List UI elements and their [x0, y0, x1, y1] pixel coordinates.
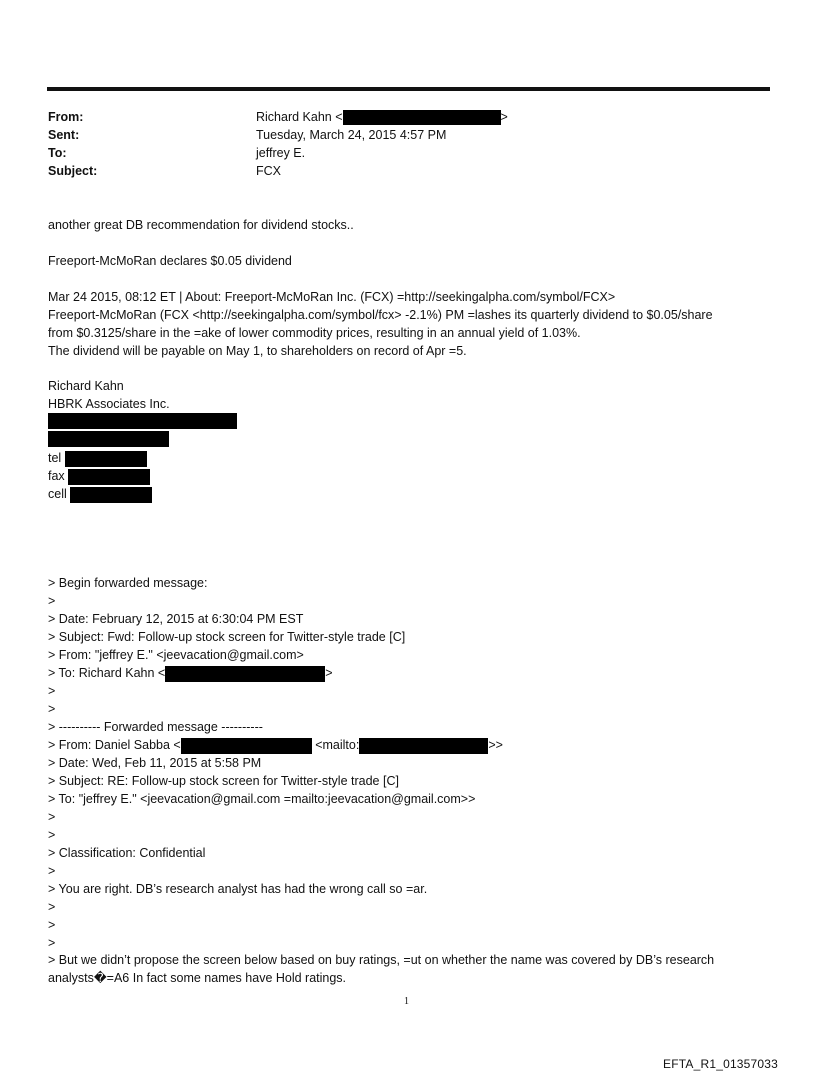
page-number: 1	[404, 996, 409, 1007]
quoted-to-label: > To: Richard Kahn <	[48, 666, 166, 680]
from-name: Richard Kahn <	[256, 110, 343, 124]
from-value	[256, 108, 508, 127]
quoted-line: >	[48, 918, 56, 932]
quoted-line: >	[48, 936, 56, 950]
quoted-line: > Date: February 12, 2015 at 6:30:04 PM EST	[48, 612, 304, 626]
redaction-block	[65, 451, 147, 467]
quoted-line: >	[48, 828, 56, 842]
redaction-block	[343, 110, 501, 125]
subject-label: Subject:	[48, 164, 98, 178]
quoted-line: > Classification: Confidential	[48, 846, 206, 860]
quoted-to-line	[48, 664, 333, 682]
article-line: Freeport-McMoRan (FCX <http://seekingalpha.com/symbol/fcx> -2.1%) PM =lashes its quarterly dividend to $0.05/share	[48, 308, 713, 322]
quoted-line: > Begin forwarded message:	[48, 576, 208, 590]
signature-company: HBRK Associates Inc.	[48, 397, 170, 411]
to-value: jeffrey E.	[256, 146, 306, 160]
signature-cell	[48, 485, 152, 503]
bates-number: EFTA_R1_01357033	[663, 1057, 779, 1071]
fax-label: fax	[48, 469, 65, 483]
quoted-line: > ---------- Forwarded message ----------	[48, 720, 263, 734]
quoted-line: > You are right. DB’s research analyst has had the wrong call so =ar.	[48, 882, 428, 896]
article-line: from $0.3125/share in the =ake of lower commodity prices, resulting in an annual yield of 1.03%.	[48, 326, 581, 340]
from-label: From:	[48, 110, 84, 124]
quoted-line: > Subject: Fwd: Follow-up stock screen for Twitter-style trade [C]	[48, 630, 406, 644]
to-label: To:	[48, 146, 67, 160]
quoted-mailto: <mailto:	[315, 738, 360, 752]
body-headline: Freeport-McMoRan declares $0.05 dividend	[48, 254, 292, 268]
redaction-block	[68, 469, 150, 485]
quoted-from-label: > From: Daniel Sabba <	[48, 738, 181, 752]
header-rule	[47, 87, 770, 91]
quoted-line: >	[48, 594, 56, 608]
subject-value: FCX	[256, 164, 281, 178]
redaction-block	[165, 666, 325, 682]
quoted-line: >	[48, 810, 56, 824]
redaction-block	[48, 431, 169, 447]
article-line: Mar 24 2015, 08:12 ET | About: Freeport-McMoRan Inc. (FCX) =http://seekingalpha.com/symbol/FCX>	[48, 290, 616, 304]
quoted-line: >	[48, 864, 56, 878]
signature-fax	[48, 467, 150, 485]
cell-label: cell	[48, 487, 67, 501]
quoted-line: > To: "jeffrey E." <jeevacation@gmail.com =mailto:jeevacation@gmail.com>>	[48, 792, 476, 806]
quoted-line: >	[48, 684, 56, 698]
body-intro: another great DB recommendation for dividend stocks..	[48, 218, 354, 232]
tel-label: tel	[48, 451, 62, 465]
redaction-block	[48, 413, 237, 429]
quoted-line: analysts�=A6 In fact some names have Hold ratings.	[48, 971, 347, 985]
redaction-block	[359, 738, 488, 754]
signature-name: Richard Kahn	[48, 379, 124, 393]
article-line: The dividend will be payable on May 1, to shareholders on record of Apr =5.	[48, 344, 467, 358]
quoted-line: > From: "jeffrey E." <jeevacation@gmail.com>	[48, 648, 304, 662]
quoted-line: >	[48, 900, 56, 914]
from-tail: >	[500, 110, 508, 124]
quoted-from-line	[48, 736, 503, 754]
signature-tel	[48, 449, 147, 467]
redaction-block	[70, 487, 152, 503]
sent-value: Tuesday, March 24, 2015 4:57 PM	[256, 128, 447, 142]
quoted-from-tail: >>	[488, 738, 503, 752]
redaction-block	[181, 738, 312, 754]
quoted-to-tail: >	[325, 666, 333, 680]
quoted-line: >	[48, 702, 56, 716]
sent-label: Sent:	[48, 128, 80, 142]
quoted-line: > Subject: RE: Follow-up stock screen for Twitter-style trade [C]	[48, 774, 399, 788]
quoted-line: > But we didn’t propose the screen below based on buy ratings, =ut on whether the name was covered by DB’s research	[48, 953, 715, 967]
quoted-line: > Date: Wed, Feb 11, 2015 at 5:58 PM	[48, 756, 262, 770]
